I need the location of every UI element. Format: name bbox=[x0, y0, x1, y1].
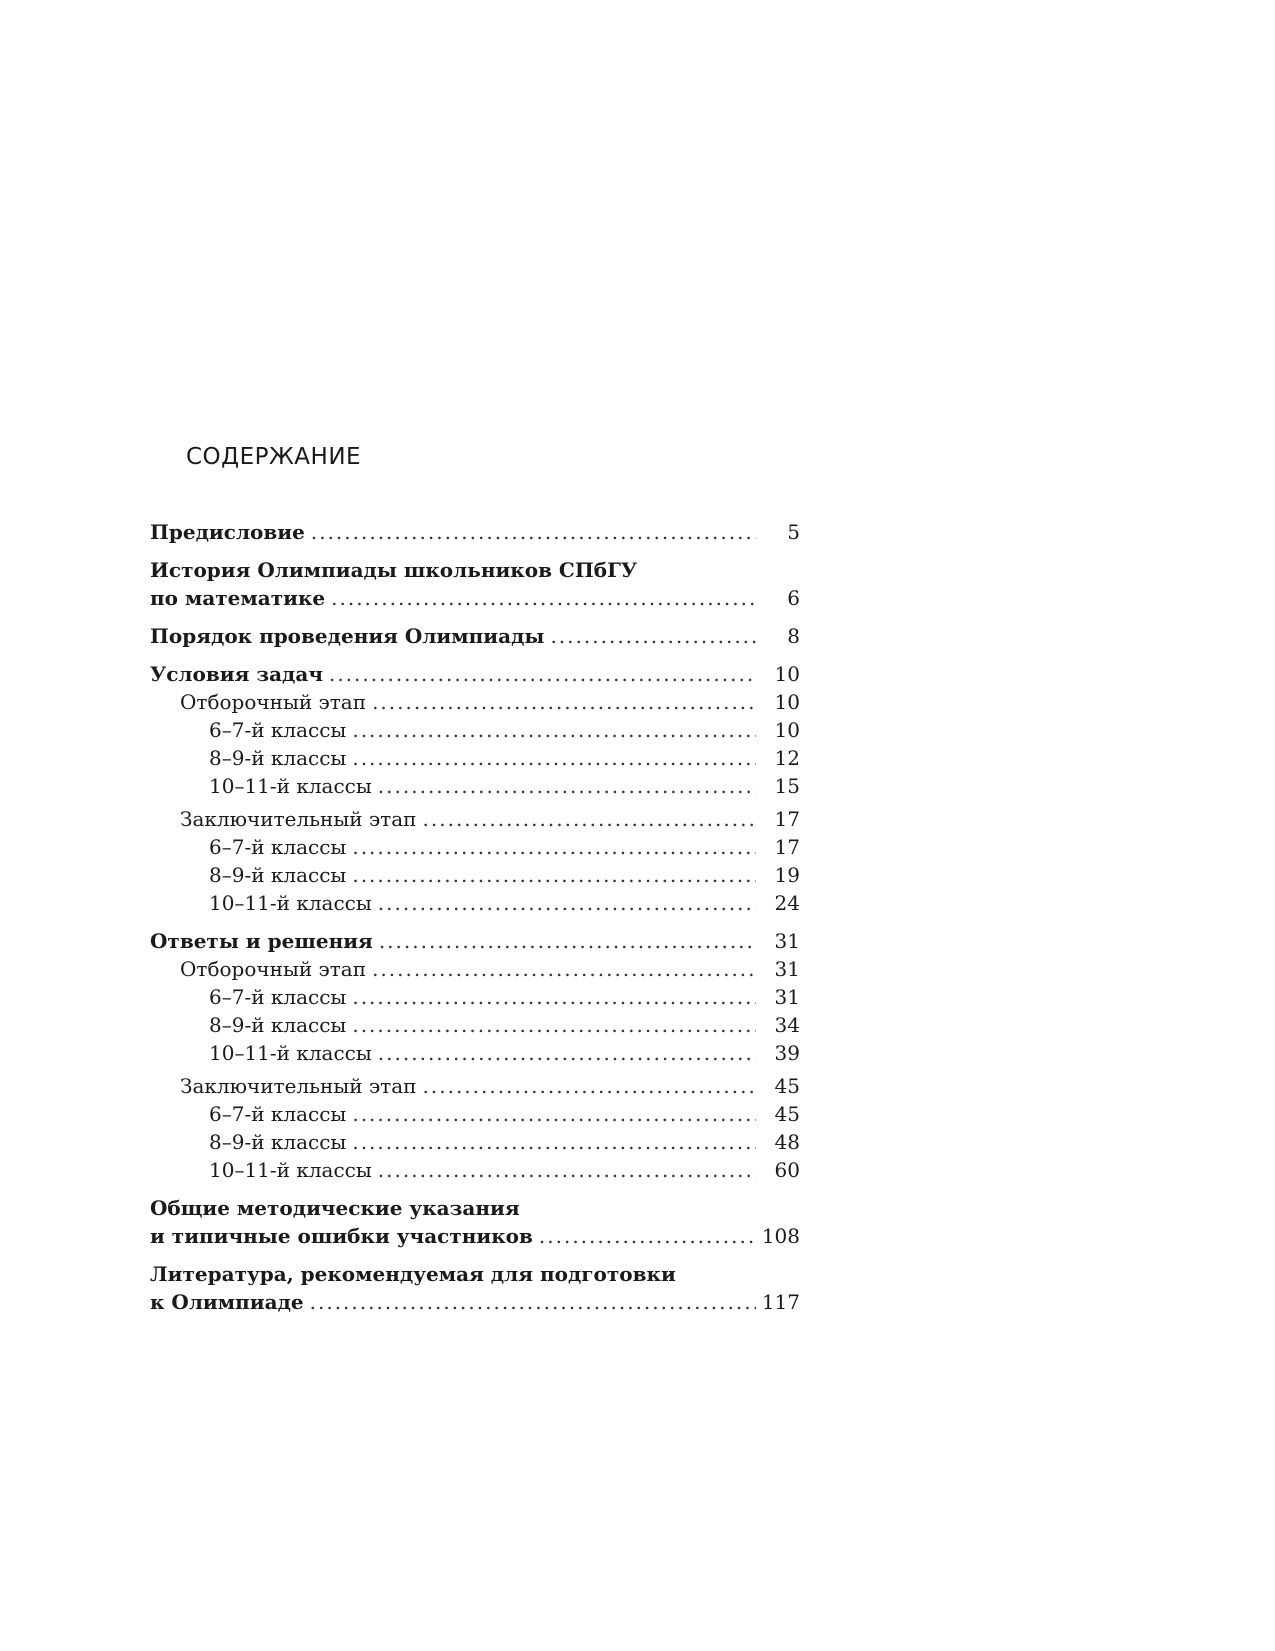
dot-leader bbox=[372, 955, 756, 983]
toc-entry-label-line1: Литература, рекомендуемая для подготовки bbox=[150, 1262, 676, 1286]
toc-page-number: 45 bbox=[774, 1102, 800, 1126]
toc-page-number: 10 bbox=[774, 662, 800, 686]
toc-entry-solutions-qualifying[interactable] bbox=[150, 955, 800, 983]
toc-entry-label: 8–9-й классы bbox=[209, 1013, 347, 1037]
toc-entry-preface[interactable] bbox=[150, 518, 800, 546]
dot-leader bbox=[378, 772, 756, 800]
toc-entry-problems-qualifying-6-7[interactable] bbox=[150, 716, 800, 744]
dot-leader bbox=[352, 1100, 756, 1128]
toc-page-number: 31 bbox=[774, 957, 800, 981]
toc-entry-label: 6–7-й классы bbox=[209, 835, 347, 859]
toc-page-number: 117 bbox=[761, 1290, 800, 1314]
toc-entry-label-line2: и типичные ошибки участников bbox=[150, 1224, 533, 1248]
toc-entry-label: 10–11-й классы bbox=[209, 774, 372, 798]
dot-leader bbox=[352, 716, 756, 744]
toc-page-number: 108 bbox=[761, 1224, 800, 1248]
dot-leader bbox=[423, 805, 756, 833]
toc-entry-label: Ответы и решения bbox=[150, 929, 373, 953]
toc-entry-label-line1: Общие методические указания bbox=[150, 1196, 520, 1220]
dot-leader bbox=[352, 861, 756, 889]
dot-leader bbox=[550, 622, 756, 650]
dot-leader bbox=[331, 584, 756, 612]
toc-entry-solutions-final-8-9[interactable] bbox=[150, 1128, 800, 1156]
toc-entry-label: 10–11-й классы bbox=[209, 891, 372, 915]
toc-page-number: 19 bbox=[774, 863, 800, 887]
dot-leader bbox=[379, 927, 756, 955]
toc-entry-label: Отборочный этап bbox=[180, 957, 367, 981]
toc-entry-label: 6–7-й классы bbox=[209, 1102, 347, 1126]
toc-entry-label: 6–7-й классы bbox=[209, 985, 347, 1009]
toc-entry-solutions[interactable] bbox=[150, 927, 800, 955]
table-of-contents bbox=[150, 518, 800, 1316]
toc-entry-solutions-final-10-11[interactable] bbox=[150, 1156, 800, 1184]
toc-page-number: 31 bbox=[774, 985, 800, 1009]
toc-entry-label: Порядок проведения Олимпиады bbox=[150, 624, 545, 648]
dot-leader bbox=[378, 889, 756, 917]
page-title: СОДЕРЖАНИЕ bbox=[186, 444, 362, 470]
toc-entry-solutions-qualifying-6-7[interactable] bbox=[150, 983, 800, 1011]
toc-entry-label: 10–11-й классы bbox=[209, 1041, 372, 1065]
toc-page-number: 60 bbox=[774, 1158, 800, 1182]
toc-entry-solutions-final-6-7[interactable] bbox=[150, 1100, 800, 1128]
toc-entry-problems-final-6-7[interactable] bbox=[150, 833, 800, 861]
dot-leader bbox=[378, 1156, 756, 1184]
toc-page-number: 48 bbox=[774, 1130, 800, 1154]
dot-leader bbox=[352, 1011, 756, 1039]
toc-entry-history[interactable] bbox=[150, 556, 800, 612]
toc-entry-problems-qualifying-10-11[interactable] bbox=[150, 772, 800, 800]
toc-entry-label: Отборочный этап bbox=[180, 690, 367, 714]
toc-page-number: 39 bbox=[774, 1041, 800, 1065]
dot-leader bbox=[352, 983, 756, 1011]
toc-page-number: 34 bbox=[774, 1013, 800, 1037]
toc-page-number: 10 bbox=[774, 690, 800, 714]
toc-entry-solutions-qualifying-10-11[interactable] bbox=[150, 1039, 800, 1067]
dot-leader bbox=[311, 518, 756, 546]
dot-leader bbox=[372, 688, 756, 716]
toc-page-number: 24 bbox=[774, 891, 800, 915]
toc-entry-problems-final-10-11[interactable] bbox=[150, 889, 800, 917]
toc-entry-problems-qualifying[interactable] bbox=[150, 688, 800, 716]
toc-entry-label-line2: по математике bbox=[150, 586, 326, 610]
toc-page-number: 8 bbox=[787, 624, 800, 648]
toc-page-number: 10 bbox=[774, 718, 800, 742]
dot-leader bbox=[352, 1128, 756, 1156]
dot-leader bbox=[352, 833, 756, 861]
toc-entry-solutions-final[interactable] bbox=[150, 1072, 800, 1100]
toc-page-number: 17 bbox=[774, 835, 800, 859]
toc-entry-label-line1: История Олимпиады школьников СПбГУ bbox=[150, 558, 638, 582]
toc-page-number: 31 bbox=[774, 929, 800, 953]
dot-leader bbox=[378, 1039, 756, 1067]
dot-leader bbox=[423, 1072, 756, 1100]
toc-entry-label: Заключительный этап bbox=[180, 1074, 417, 1098]
toc-entry-label: 8–9-й классы bbox=[209, 746, 347, 770]
dot-leader bbox=[352, 744, 756, 772]
toc-entry-solutions-qualifying-8-9[interactable] bbox=[150, 1011, 800, 1039]
toc-entry-procedure[interactable] bbox=[150, 622, 800, 650]
toc-page-number: 17 bbox=[774, 807, 800, 831]
toc-entry-literature[interactable] bbox=[150, 1260, 800, 1316]
toc-entry-label: Заключительный этап bbox=[180, 807, 417, 831]
dot-leader bbox=[310, 1288, 756, 1316]
toc-entry-guidelines[interactable] bbox=[150, 1194, 800, 1250]
toc-entry-label: Условия задач bbox=[150, 662, 323, 686]
toc-page-number: 6 bbox=[787, 586, 800, 610]
toc-entry-problems-qualifying-8-9[interactable] bbox=[150, 744, 800, 772]
toc-page-number: 45 bbox=[774, 1074, 800, 1098]
toc-entry-problems-final[interactable] bbox=[150, 805, 800, 833]
toc-entry-problems[interactable] bbox=[150, 660, 800, 688]
toc-entry-label: 10–11-й классы bbox=[209, 1158, 372, 1182]
toc-page-number: 5 bbox=[787, 520, 800, 544]
toc-entry-label-line2: к Олимпиаде bbox=[150, 1290, 304, 1314]
toc-page-number: 15 bbox=[774, 774, 800, 798]
dot-leader bbox=[329, 660, 756, 688]
dot-leader bbox=[539, 1222, 756, 1250]
toc-entry-label: 6–7-й классы bbox=[209, 718, 347, 742]
toc-entry-label: 8–9-й классы bbox=[209, 863, 347, 887]
toc-page-number: 12 bbox=[774, 746, 800, 770]
toc-entry-label: 8–9-й классы bbox=[209, 1130, 347, 1154]
toc-entry-problems-final-8-9[interactable] bbox=[150, 861, 800, 889]
toc-entry-label: Предисловие bbox=[150, 520, 305, 544]
